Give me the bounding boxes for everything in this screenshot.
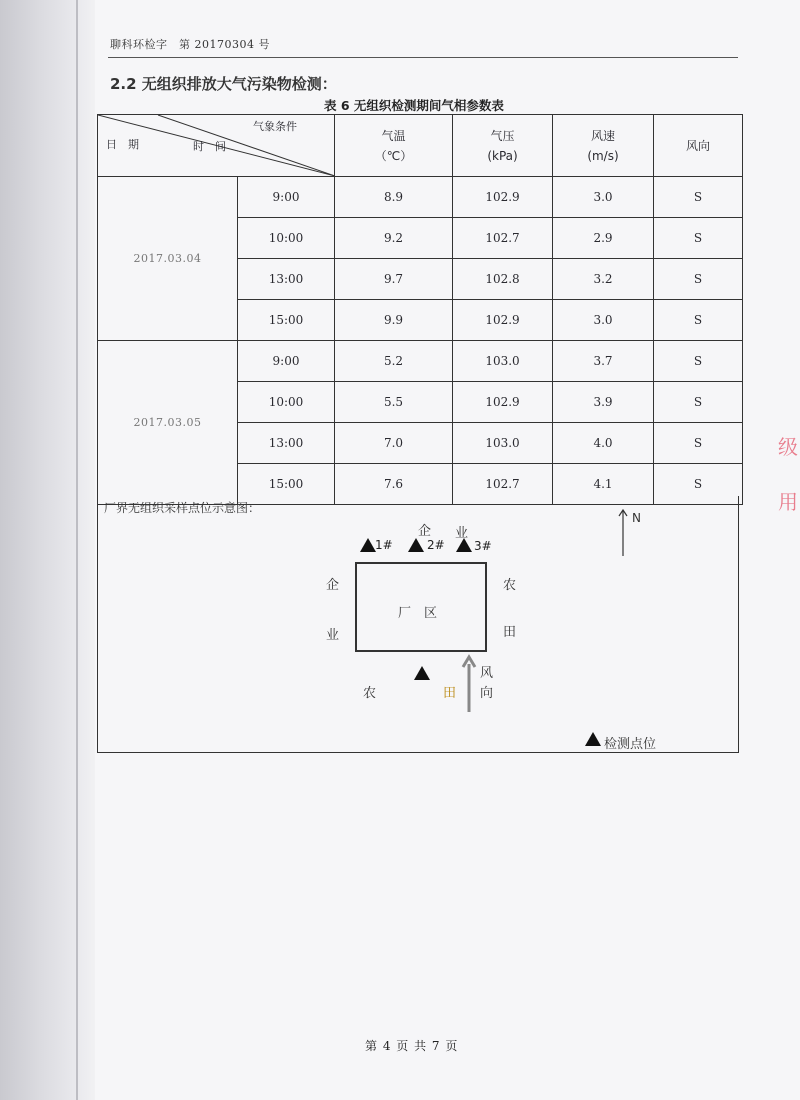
table-row xyxy=(98,341,743,382)
wind-label-1: 风 xyxy=(480,666,494,681)
left-label-enterprise-1: 企 xyxy=(326,578,340,593)
time-cell: 9:00 xyxy=(238,341,335,382)
pressure-cell: 102.7 xyxy=(453,464,553,505)
temperature-cell: 5.5 xyxy=(335,382,453,423)
table-header-row xyxy=(98,115,743,177)
wind-speed-cell: 2.9 xyxy=(553,218,654,259)
bottom-label-farmland-2: 田 xyxy=(443,686,457,701)
temperature-cell: 8.9 xyxy=(335,177,453,218)
temperature-cell: 5.2 xyxy=(335,341,453,382)
time-cell: 10:00 xyxy=(238,382,335,423)
legend-label: 检测点位 xyxy=(604,737,657,752)
wind-speed-cell: 4.1 xyxy=(553,464,654,505)
weather-parameter-table xyxy=(97,114,743,505)
time-cell: 15:00 xyxy=(238,300,335,341)
pressure-cell: 103.0 xyxy=(453,341,553,382)
header-temperature-label: 气温 xyxy=(381,128,406,143)
corner-label-conditions: 气象条件 xyxy=(253,120,297,133)
header-pressure xyxy=(453,115,553,177)
left-label-enterprise-2: 业 xyxy=(326,628,340,643)
bottom-label-farmland-1: 农 xyxy=(363,686,377,701)
sampling-point-2-icon xyxy=(408,538,424,552)
diagram-caption: 厂界无组织采样点位示意图： xyxy=(104,501,261,515)
section-title: 2.2 无组织排放大气污染物检测： xyxy=(110,75,337,93)
header-pressure-unit: (kPa) xyxy=(487,148,518,163)
pressure-cell: 103.0 xyxy=(453,423,553,464)
table-row xyxy=(98,177,743,218)
wind-direction-cell: S xyxy=(654,218,743,259)
seal-char-1: 级 xyxy=(778,435,798,459)
page-shadow xyxy=(0,0,95,1100)
wind-speed-cell: 4.0 xyxy=(553,423,654,464)
wind-direction-cell: S xyxy=(654,382,743,423)
wind-direction-cell: S xyxy=(654,177,743,218)
pressure-cell: 102.7 xyxy=(453,218,553,259)
temperature-cell: 7.0 xyxy=(335,423,453,464)
time-cell: 13:00 xyxy=(238,423,335,464)
time-cell: 9:00 xyxy=(238,177,335,218)
temperature-cell: 9.9 xyxy=(335,300,453,341)
date-cell: 2017.03.04 xyxy=(98,177,238,341)
time-cell: 10:00 xyxy=(238,218,335,259)
header-wind-speed xyxy=(553,115,654,177)
wind-speed-cell: 3.0 xyxy=(553,177,654,218)
red-seal-fragment xyxy=(778,420,800,530)
header-divider xyxy=(108,57,738,58)
pressure-cell: 102.9 xyxy=(453,300,553,341)
corner-header-cell xyxy=(98,115,335,177)
pressure-cell: 102.9 xyxy=(453,382,553,423)
wind-label-2: 向 xyxy=(480,686,494,701)
header-temperature-unit: （℃） xyxy=(374,148,413,163)
temperature-cell: 7.6 xyxy=(335,464,453,505)
header-wind-direction xyxy=(654,115,743,177)
sampling-point-4-icon xyxy=(414,666,430,680)
north-arrow-icon xyxy=(616,508,630,558)
pressure-cell: 102.8 xyxy=(453,259,553,300)
plant-label: 厂 区 xyxy=(398,606,438,621)
wind-direction-cell: S xyxy=(654,464,743,505)
right-label-farmland-1: 农 xyxy=(503,578,517,593)
header-temperature xyxy=(335,115,453,177)
sampling-point-diagram xyxy=(97,496,739,753)
sampling-point-1-label: 1# xyxy=(375,538,393,552)
wind-speed-cell: 3.7 xyxy=(553,341,654,382)
temperature-cell: 9.2 xyxy=(335,218,453,259)
time-cell: 15:00 xyxy=(238,464,335,505)
corner-label-time: 时 间 xyxy=(193,140,226,153)
date-cell: 2017.03.05 xyxy=(98,341,238,505)
header-wind-direction-label: 风向 xyxy=(685,138,710,153)
sampling-point-1-icon xyxy=(360,538,376,552)
sampling-point-3-label: 3# xyxy=(474,539,492,553)
top-label-enterprise-1: 企 xyxy=(418,524,432,539)
wind-speed-cell: 3.9 xyxy=(553,382,654,423)
top-label-enterprise-2: 业 xyxy=(455,526,469,541)
seal-char-2: 用 xyxy=(778,490,798,514)
temperature-cell: 9.7 xyxy=(335,259,453,300)
time-cell: 13:00 xyxy=(238,259,335,300)
page-edge xyxy=(76,0,78,1100)
page-footer: 第 4 页 共 7 页 xyxy=(365,1039,459,1053)
sampling-point-3-icon xyxy=(456,538,472,552)
wind-direction-cell: S xyxy=(654,300,743,341)
north-label: N xyxy=(632,511,641,525)
pressure-cell: 102.9 xyxy=(453,177,553,218)
document-reference: 聊科环检字 第 20170304 号 xyxy=(110,38,270,51)
table-title: 表 6 无组织检测期间气相参数表 xyxy=(324,98,504,113)
wind-speed-cell: 3.0 xyxy=(553,300,654,341)
header-wind-speed-unit: (m/s) xyxy=(587,148,619,163)
header-pressure-label: 气压 xyxy=(490,128,515,143)
legend-triangle-icon xyxy=(585,732,601,746)
wind-direction-arrow-icon xyxy=(460,654,478,714)
right-label-farmland-2: 田 xyxy=(503,625,517,640)
wind-direction-cell: S xyxy=(654,259,743,300)
wind-direction-cell: S xyxy=(654,341,743,382)
header-wind-speed-label: 风速 xyxy=(590,128,615,143)
corner-label-date: 日 期 xyxy=(106,138,139,151)
wind-speed-cell: 3.2 xyxy=(553,259,654,300)
wind-direction-cell: S xyxy=(654,423,743,464)
sampling-point-2-label: 2# xyxy=(427,538,445,552)
